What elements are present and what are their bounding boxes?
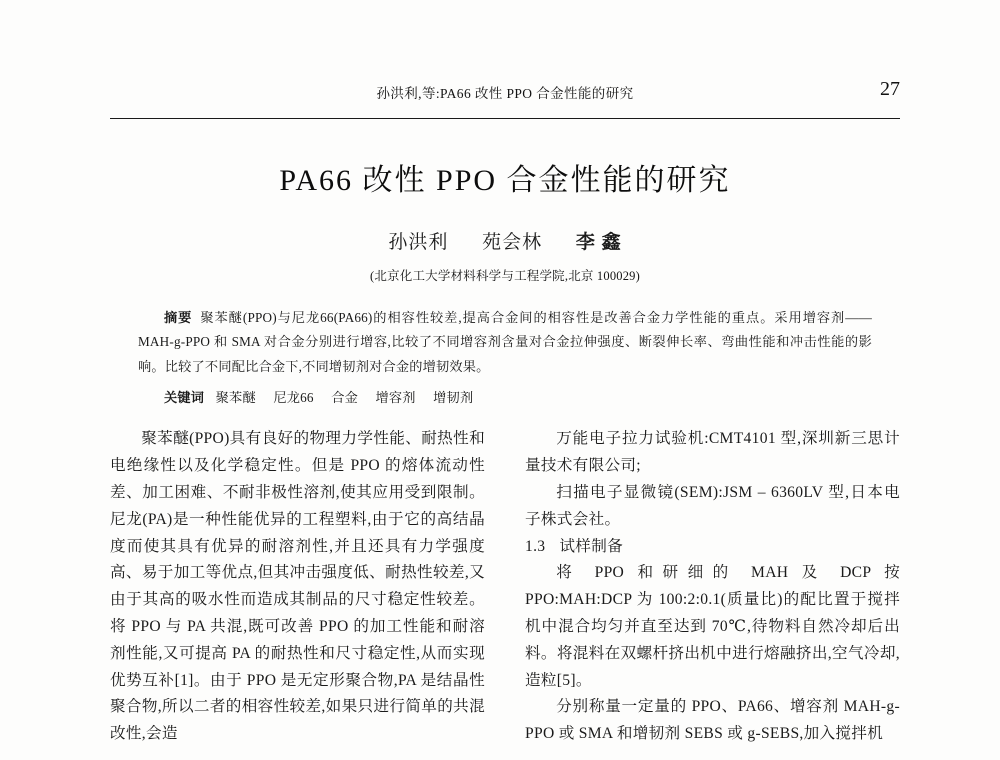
paragraph-text: 扫描电子显微镜(SEM):JSM – 6360LV 型,日本电子株式会社。: [525, 483, 900, 528]
body-columns: [110, 426, 900, 748]
section-heading: [525, 534, 900, 561]
left-column: [110, 426, 485, 748]
page-number: 27: [880, 78, 900, 100]
keyword-4: 增容剂: [375, 390, 416, 406]
affiliation: (北京化工大学材料科学与工程学院,北京 100029): [370, 269, 640, 283]
header-divider: [110, 118, 900, 119]
article-title: PA66 改性 PPO 合金性能的研究: [279, 164, 731, 197]
paragraph-text: 分别称量一定量的 PPO、PA66、增容剂 MAH-g-PPO 或 SMA 和增韧剂 SEBS 或 g-SEBS,加入搅拌机: [525, 698, 900, 743]
section-number: 1.3: [525, 537, 546, 555]
abstract-label: 摘要: [164, 310, 193, 325]
paragraph: [110, 426, 485, 748]
author-3: 李 鑫: [575, 232, 622, 253]
paragraph-text: 万能电子拉力试验机:CMT4101 型,深圳新三思计量技术有限公司;: [525, 430, 900, 475]
page-content: [110, 78, 900, 748]
keyword-3: 合金: [331, 390, 358, 406]
keyword-5: 增韧剂: [433, 390, 474, 406]
paragraph-text: 聚苯醚(PPO)具有良好的物理力学性能、耐热性和电绝缘性以及化学稳定性。但是 PPO 的熔体流动性差、加工困难、不耐非极性溶剂,使其应用受到限制。尼龙(PA)是一种性能优异的工程塑料,由于它的高结晶度而使其具有优异的耐溶剂性,并且还具有力学强度高、易于加工等优点,但其冲击强度低、耐热性较差,又由于其高的吸水性而造成其制品的尺寸稳定性较差。将 PPO 与 PA 共混,既可改善 PPO 的加工性能和耐溶剂性能,又可提高 PA 的耐热性和尺寸稳定性,从而实现优势互补[1]。由于 PPO 是无定形聚合物,PA 是结晶性聚合物,所以二者的相容性较差,如果只进行简单的共混改性,会造: [110, 430, 485, 743]
abstract-paragraph: [138, 306, 872, 379]
keywords: [110, 387, 900, 406]
abstract: [110, 306, 900, 379]
paragraph: [525, 694, 900, 748]
paragraph-text: 将 PPO 和研细的 MAH 及 DCP 按 PPO:MAH:DCP 为 100:2:0.1(质量比)的配比置于搅拌机中混合均匀并直至达到 70℃,待物料自然冷却后出料。将混料在双螺杆挤出机中进行熔融挤出,空气冷却,造粒[5]。: [525, 564, 900, 689]
paragraph: [525, 480, 900, 534]
keyword-1: 聚苯醚: [215, 390, 256, 406]
paragraph: [525, 426, 900, 480]
keywords-label: 关键词: [164, 390, 205, 406]
running-head-title: 孙洪利,等:PA66 改性 PPO 合金性能的研究: [376, 86, 634, 101]
running-head: [110, 78, 900, 112]
abstract-text: 聚苯醚(PPO)与尼龙66(PA66)的相容性较差,提高合金间的相容性是改善合金力学性能的重点。采用增容剂——MAH-g-PPO 和 SMA 对合金分别进行增容,比较了不同增容剂含量对合金拉伸强度、断裂伸长率、弯曲性能和冲击性能的影响。比较了不同配比合金下,不同增韧剂对合金的增韧效果。: [138, 310, 872, 374]
right-column: [525, 426, 900, 748]
author-1: 孙洪利: [388, 232, 449, 253]
author-list: [110, 227, 900, 254]
paragraph: [525, 560, 900, 694]
section-title: 试样制备: [559, 537, 623, 555]
author-2: 苑会林: [482, 232, 543, 253]
keyword-2: 尼龙66: [273, 390, 314, 406]
